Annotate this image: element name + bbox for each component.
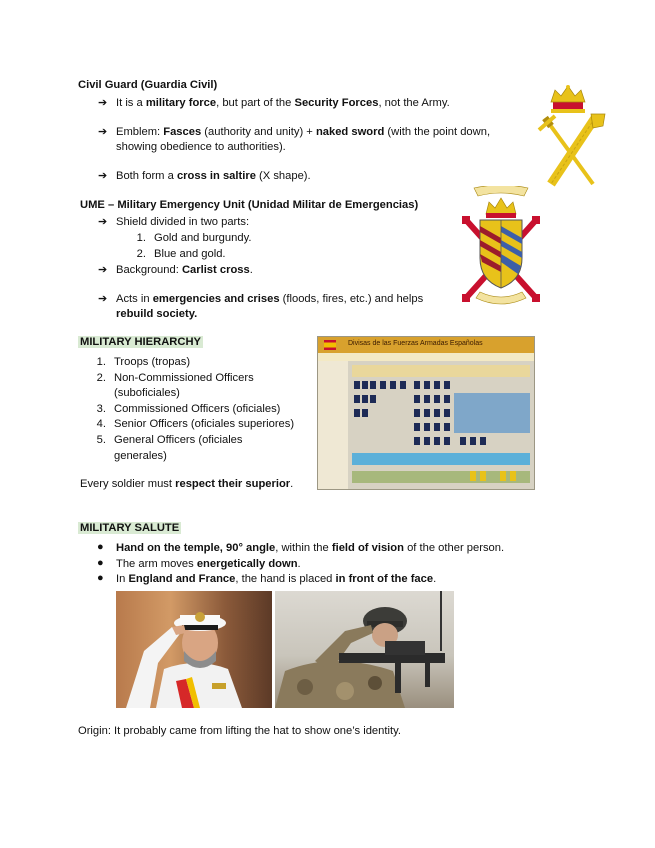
list-number: 1.	[136, 232, 146, 244]
ume-part-2: Blue and gold.	[154, 248, 226, 260]
civil-guard-item-2-cont: showing obedience to authorities).	[116, 141, 286, 153]
chart-left-column	[318, 361, 348, 489]
ume-title: UME – Military Emergency Unit (Unidad Militar de Emergencias)	[80, 199, 419, 211]
ume-shield-intro: Shield divided in two parts:	[116, 216, 250, 228]
ume-background: Background: Carlist cross.	[116, 264, 253, 276]
list-number: 4.	[96, 418, 106, 430]
hierarchy-item-2: Non-Commissioned Officers	[114, 372, 254, 384]
arrow-bullet-icon: ➔	[98, 170, 108, 182]
salute-heading: MILITARY SALUTE	[80, 522, 180, 534]
civil-guard-title: Civil Guard (Guardia Civil)	[78, 79, 218, 91]
civil-guard-item-2: Emblem: Fasces (authority and unity) + naked sword (with the point down,	[116, 126, 491, 138]
hierarchy-item-4: Senior Officers (oficiales superiores)	[114, 418, 295, 430]
rank-insignia-grid	[350, 363, 532, 487]
hierarchy-item-5-cont: generales)	[114, 450, 167, 462]
hierarchy-item-2-cont: (suboficiales)	[114, 387, 180, 399]
chart-flag-icon	[324, 340, 336, 350]
arrow-bullet-icon: ➔	[98, 216, 108, 228]
ume-acts-cont: rebuild society.	[116, 308, 198, 320]
hierarchy-item-3: Commissioned Officers (oficiales)	[114, 403, 281, 415]
chart-subheader	[318, 353, 534, 361]
arrow-bullet-icon: ➔	[98, 97, 108, 109]
ume-part-1: Gold and burgundy.	[154, 232, 252, 244]
salute-photo-naval-officer	[116, 591, 272, 708]
ume-acts: Acts in emergencies and crises (floods, fires, etc.) and helps	[116, 293, 424, 305]
salute-item-3: In England and France, the hand is placed in front of the face.	[116, 573, 437, 585]
ume-emblem-icon	[460, 186, 542, 310]
salute-origin: Origin: It probably came from lifting the hat to show one’s identity.	[78, 725, 401, 737]
hierarchy-item-5: General Officers (oficiales	[114, 434, 243, 446]
rank-insignia-chart	[317, 336, 535, 490]
salute-item-1: Hand on the temple, 90° angle, within the field of vision of the other person.	[116, 542, 505, 554]
bullet-icon: ●	[97, 572, 104, 584]
hierarchy-item-1: Troops (tropas)	[114, 356, 191, 368]
salute-item-2: The arm moves energetically down.	[116, 558, 301, 570]
arrow-bullet-icon: ➔	[98, 293, 108, 305]
bullet-icon: ●	[97, 557, 104, 569]
bullet-icon: ●	[97, 541, 104, 553]
list-number: 1.	[96, 356, 106, 368]
hierarchy-note: Every soldier must respect their superior.	[80, 478, 294, 490]
civil-guard-emblem-icon	[525, 84, 610, 194]
civil-guard-item-3: Both form a cross in saltire (X shape).	[116, 170, 311, 182]
list-number: 5.	[96, 434, 106, 446]
list-number: 2.	[136, 248, 146, 260]
arrow-bullet-icon: ➔	[98, 126, 108, 138]
hierarchy-heading: MILITARY HIERARCHY	[80, 336, 201, 348]
civil-guard-item-1: It is a military force, but part of the Security Forces, not the Army.	[116, 97, 450, 109]
arrow-bullet-icon: ➔	[98, 264, 108, 276]
list-number: 3.	[96, 403, 106, 415]
salute-photo-soldier	[275, 591, 454, 708]
list-number: 2.	[96, 372, 106, 384]
chart-title: Divisas de las Fuerzas Armadas Españolas	[348, 340, 483, 347]
